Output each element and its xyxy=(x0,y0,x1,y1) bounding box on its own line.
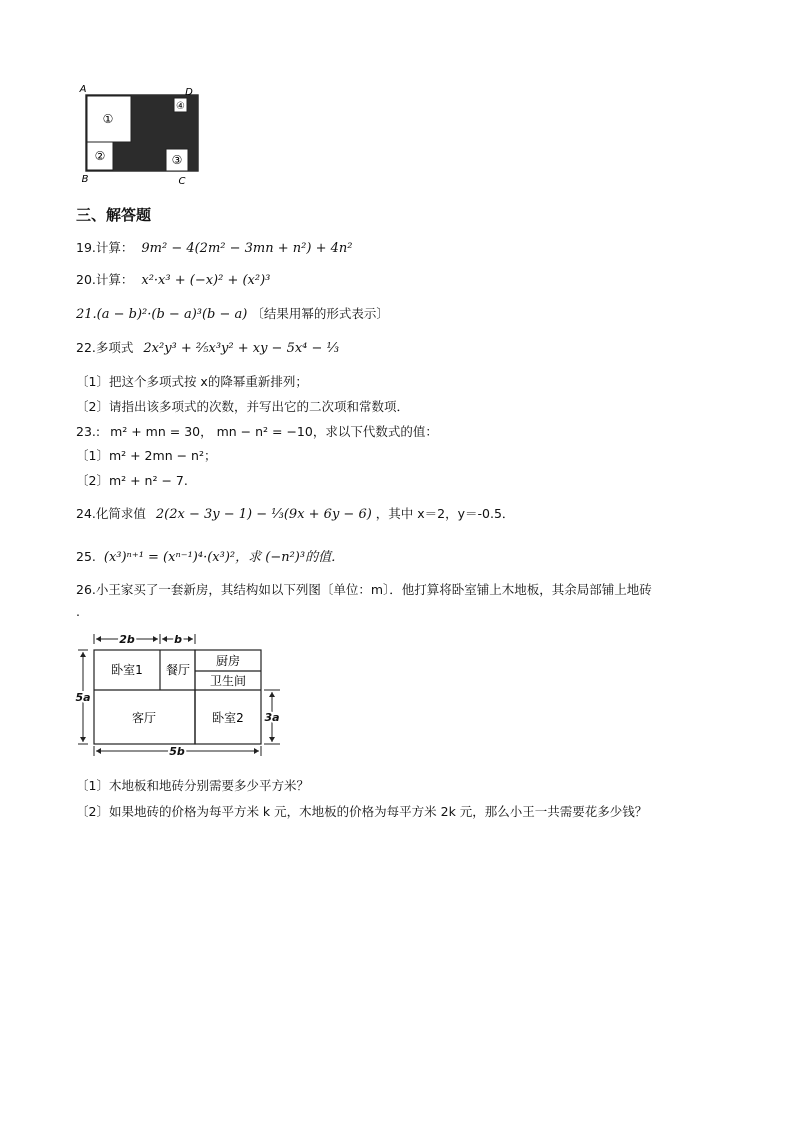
q20-expression: x²·x³ + (−x)² + (x²)³ xyxy=(141,273,271,288)
question-22 xyxy=(76,338,339,356)
vertex-a: A xyxy=(79,84,87,95)
region-3-label: ③ xyxy=(171,153,183,167)
section-title: 三、解答题 xyxy=(76,206,152,224)
question-23 xyxy=(76,422,438,440)
q24-expression: 2(2x − 3y − 1) − ⅓(9x + 6y − 6) xyxy=(155,507,372,522)
vertex-c: C xyxy=(178,176,186,187)
q25-expression: (x³)ⁿ⁺¹ = (xⁿ⁻¹)⁴·(x³)²，求 (−n²)³的值． xyxy=(103,550,345,565)
room-bedroom-1: 卧室1 xyxy=(111,663,143,677)
room-kitchen: 厨房 xyxy=(215,654,241,668)
q22-expression: 2x²y³ + ²⁄₅x³y² + xy − 5x⁴ − ⅓ xyxy=(143,341,340,356)
region-4-label: ④ xyxy=(176,101,185,112)
q23-condition: m² + mn = 30， mn − n² = −10，求以下代数式的值： xyxy=(110,424,438,439)
q23-part-1: 〔1〕m² + 2mn − n²； xyxy=(76,448,217,463)
q26-line-1: 26.小王家买了一套新房，其结构如以下列图〔单位：m〕．他打算将卧室铺上木地板，其余局部铺上地砖 xyxy=(76,582,652,597)
q22-part-2: 〔2〕请指出该多项式的次数，并写出它的二次项和常数项． xyxy=(76,399,409,414)
q21-expression: 21.(a − b)²·(b − a)³(b − a) xyxy=(76,307,248,322)
vertex-d: D xyxy=(185,87,193,98)
question-21 xyxy=(76,304,389,322)
question-20 xyxy=(76,270,270,288)
q25-prefix: 25. xyxy=(76,549,96,564)
q23-prefix: 23.: xyxy=(76,424,101,439)
question-19 xyxy=(76,238,352,256)
q22-prefix: 22.多项式 xyxy=(76,340,134,355)
q22-part-1: 〔1〕把这个多项式按 x的降幂重新排列； xyxy=(76,374,308,389)
q24-suffix: ，其中 x＝2，y＝-0.5． xyxy=(375,506,515,521)
q26-part-1: 〔1〕木地板和地砖分别需要多少平方米？ xyxy=(76,778,309,793)
room-living: 客厅 xyxy=(131,711,157,725)
q19-expression: 9m² − 4(2m² − 3mn + n²) + 4n² xyxy=(141,241,353,256)
room-bathroom: 卫生间 xyxy=(209,674,247,688)
floor-plan xyxy=(74,630,286,758)
q23-part-2: 〔2〕m² + n² − 7. xyxy=(76,473,188,488)
region-2-label: ② xyxy=(94,149,106,163)
region-1-label: ① xyxy=(102,112,114,126)
q19-prefix: 19.计算： xyxy=(76,240,134,255)
dim-left-5a: 5a xyxy=(75,691,91,704)
q24-prefix: 24.化简求值 xyxy=(76,506,146,521)
q21-suffix: 〔结果用幂的形式表示〕 xyxy=(251,306,389,321)
dim-top-2b: 2b xyxy=(119,633,135,646)
q26-line-2: . xyxy=(76,604,80,619)
dim-bottom-5b: 5b xyxy=(169,745,185,758)
room-bedroom-2: 卧室2 xyxy=(212,711,244,725)
question-25 xyxy=(76,546,344,565)
room-dining: 餐厅 xyxy=(165,663,191,677)
dim-right-3a: 3a xyxy=(264,711,280,724)
square-figure xyxy=(76,78,211,188)
vertex-b: B xyxy=(81,174,89,185)
q26-part-2: 〔2〕如果地砖的价格为每平方米 k 元，木地板的价格为每平方米 2k 元，那么小王一共需要花多少钱？ xyxy=(76,804,648,819)
question-24 xyxy=(76,504,514,522)
dim-top-b: b xyxy=(174,633,182,646)
q20-prefix: 20.计算： xyxy=(76,272,134,287)
